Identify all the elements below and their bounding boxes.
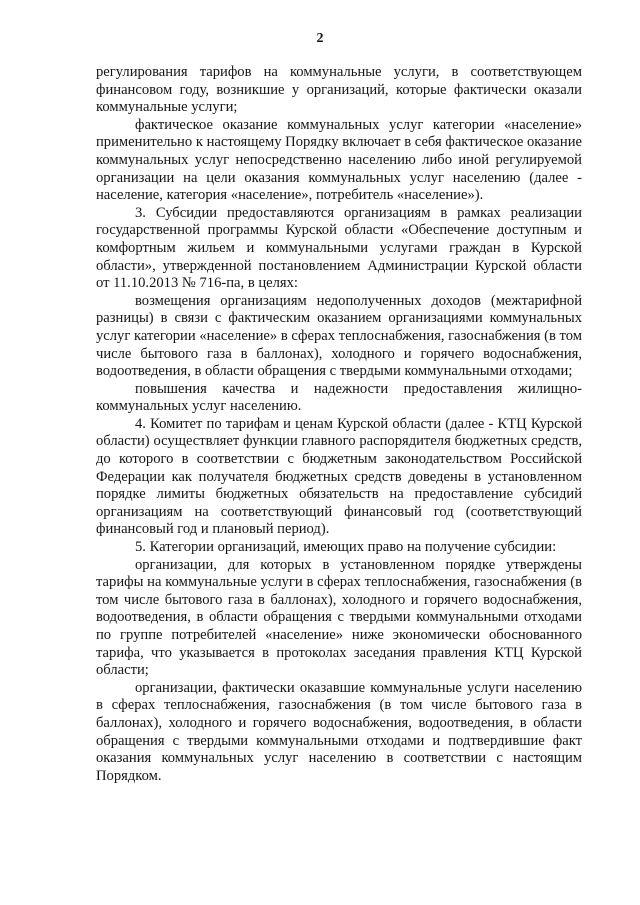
paragraph-3: 3. Субсидии предоставляются организациям в рамках реализации государственной программы Курской области «Обеспечение доступным и комфортным жильем и коммунальными услугами граждан в Курской области», утвержденной постановлением Администрации Курской области от 11.10.2013 № 716-па, в целях:	[96, 204, 582, 292]
paragraph-4: возмещения организациям недополученных доходов (межтарифной разницы) в связи с фактическим оказанием организациями коммунальных услуг категории «население» в сферах теплоснабжения, газоснабжения (в том числе бытового газа в баллонах), холодного и горячего водоснабжения, водоотведения, в области обращения с твердыми коммунальными отходами;	[96, 292, 582, 380]
paragraph-5: повышения качества и надежности предоставления жилищно-коммунальных услуг населению.	[96, 380, 582, 415]
paragraph-6: 4. Комитет по тарифам и ценам Курской области (далее - КТЦ Курской области) осуществляет функции главного распорядителя бюджетных средств, до которого в соответствии с бюджетным законодательством Российской Федерации как получателя бюджетных средств доведены в установленном порядке лимиты бюджетных обязательств на предоставление субсидий организациям на соответствующий финансовый год (соответствующий финансовый год и плановый период).	[96, 415, 582, 538]
paragraph-7: 5. Категории организаций, имеющих право на получение субсидии:	[135, 539, 557, 556]
paragraph-8: организации, для которых в установленном порядке утверждены тарифы на коммунальные услуги в сферах теплоснабжения, газоснабжения (в том числе бытового газа в баллонах), холодного и горячего водоснабжения, водоотведения, в области обращения с твердыми коммунальными отходами по группе потребителей «население» ниже экономически обоснованного тарифа, что указывается в протоколах заседания правления КТЦ Курской области;	[96, 556, 582, 679]
page-number: 2	[316, 31, 324, 46]
paragraph-1: регулирования тарифов на коммунальные услуги, в соответствующем финансовом году, возникшие у организаций, которые фактически оказали коммунальные услуги;	[96, 64, 582, 116]
paragraph-2: фактическое оказание коммунальных услуг категории «население» применительно к настоящему Порядку включает в себя фактическое оказание коммунальных услуг непосредственно населению либо иной регулируемой организации на цели оказания коммунальных услуг населению (далее - население, категория «население», потребитель «население»).	[96, 116, 582, 204]
document-body	[96, 64, 582, 785]
paragraph-9: организации, фактически оказавшие коммунальные услуги населению в сферах теплоснабжения, газоснабжения (в том числе бытового газа в баллонах), холодного и горячего водоснабжения, водоотведения, в области обращения с твердыми коммунальными отходами и подтвердившие факт оказания коммунальных услуг населению в соответствии с настоящим Порядком.	[96, 679, 582, 784]
